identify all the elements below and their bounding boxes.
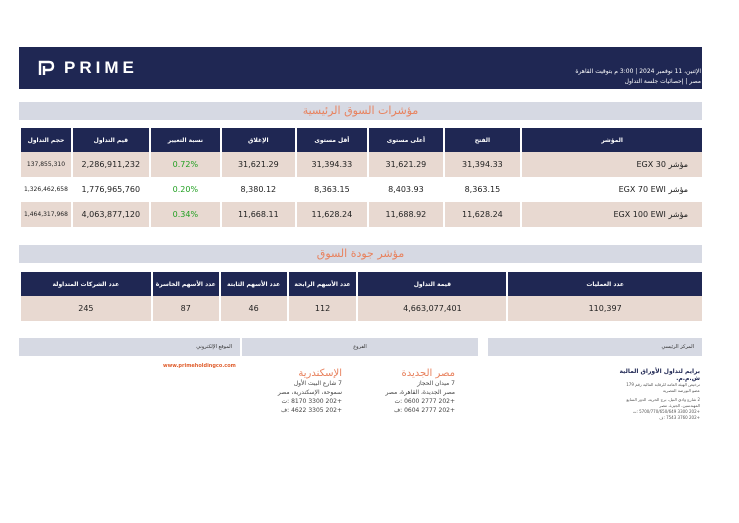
- index-row: [21, 202, 702, 227]
- cell-close: 11,668.11: [222, 202, 295, 227]
- hq-line: 2 شارع وادي النيل، برج الحرية، الدور السابع: [626, 397, 700, 402]
- cell-companies: 245: [21, 296, 151, 321]
- index-row: [21, 177, 702, 202]
- hq-line: عضو البورصة المصرية: [662, 388, 700, 393]
- branch-heliopolis: [375, 368, 455, 415]
- branch-fax: +202 2777 0604 :ف: [393, 407, 455, 414]
- col-transactions: عدد العمليات: [508, 272, 702, 296]
- cell-open: 8,363.15: [464, 185, 501, 194]
- cell-high: 11,688.92: [369, 202, 443, 227]
- hq-fax: +202 3760 7543 :ف: [659, 415, 700, 420]
- quality-table: [19, 272, 704, 321]
- quality-header-row: [21, 272, 702, 296]
- branch-alexandria: [270, 368, 342, 415]
- cell-index-name: مؤشر EGX 70 EWI: [618, 185, 688, 194]
- col-open: الفتح: [445, 128, 520, 152]
- branch-address-line: 7 ميدان الحجاز: [417, 380, 455, 387]
- hq-address: [610, 368, 700, 421]
- indices-header-row: [21, 128, 702, 152]
- brand-name: PRIME: [64, 58, 138, 77]
- col-high: أعلى مستوى: [369, 128, 443, 152]
- branch-address-line: سموحة، الإسكندرية، مصر: [277, 389, 342, 396]
- cell-high: 8,403.93: [388, 185, 424, 194]
- col-gainers: عدد الأسهم الرابحة: [289, 272, 357, 296]
- quality-row: [21, 296, 702, 321]
- cell-close: 31,621.29: [222, 152, 295, 177]
- col-companies: عدد الشركات المتداولة: [21, 272, 151, 296]
- cell-low: 11,628.24: [297, 202, 368, 227]
- hq-phone: +202 3300 5700/770/650/649 :ت: [632, 409, 700, 414]
- branch-address-line: 7 شارع البيت الأول: [293, 380, 342, 387]
- cell-volume: 1,464,317,968: [21, 202, 71, 227]
- branch-city: الإسكندرية: [298, 368, 342, 379]
- website-label: الموقع الإلكتروني: [19, 338, 240, 356]
- col-unchanged: عدد الأسهم الثابتة: [221, 272, 287, 296]
- col-losers: عدد الأسهم الخاسرة: [153, 272, 219, 296]
- col-trade-value: قيمة التداول: [358, 272, 506, 296]
- hq-label: المركز الرئيسي: [488, 338, 702, 356]
- cell-open: 11,628.24: [445, 202, 520, 227]
- cell-change: 0.72%: [151, 152, 220, 177]
- col-low: أقل مستوى: [297, 128, 368, 152]
- indices-table: [19, 128, 704, 227]
- col-volume: حجم التداول: [21, 128, 71, 152]
- cell-index-name: مؤشر EGX 30: [522, 152, 702, 177]
- cell-close: 8,380.12: [240, 185, 277, 194]
- branch-phone: +202 2777 0600 :ت: [394, 398, 455, 405]
- branch-address-line: مصر الجديدة، القاهرة، مصر: [385, 389, 455, 396]
- cell-value: 2,286,911,232: [73, 152, 149, 177]
- quality-section-title: مؤشر جودة السوق: [19, 245, 702, 263]
- report-date: الإثنين، 11 نوفمبر 2024 | 3:00 م بتوقيت القاهرة: [575, 68, 701, 75]
- col-value: قيم التداول: [73, 128, 149, 152]
- website-link[interactable]: www.primeholdingco.com: [163, 363, 236, 369]
- cell-value: 4,063,877,120: [73, 202, 149, 227]
- cell-high: 31,621.29: [369, 152, 443, 177]
- cell-volume: 137,855,310: [21, 152, 71, 177]
- index-row: [21, 152, 702, 177]
- cell-open: 31,394.33: [445, 152, 520, 177]
- cell-low: 31,394.33: [297, 152, 368, 177]
- cell-volume: 1,326,462,658: [24, 186, 68, 193]
- branches-label: الفروع: [242, 338, 478, 356]
- cell-index-name: مؤشر EGX 100 EWI: [522, 202, 702, 227]
- cell-gainers: 112: [289, 296, 357, 321]
- hq-line: المهندسين، الجيزة، مصر: [659, 403, 700, 408]
- cell-unchanged: 46: [221, 296, 287, 321]
- branch-city: مصر الجديدة: [401, 368, 455, 379]
- prime-logo-icon: [38, 59, 56, 77]
- brand-logo: [38, 57, 138, 79]
- cell-transactions: 110,397: [508, 296, 702, 321]
- branch-phone: +202 3300 8170 :ت: [281, 398, 342, 405]
- cell-change: 0.20%: [172, 185, 199, 194]
- col-close: الإغلاق: [222, 128, 295, 152]
- cell-trade-value: 4,663,077,401: [358, 296, 506, 321]
- hq-line: ترخيص الهيئة العامة للرقابة المالية رقم 179: [626, 382, 700, 387]
- branch-fax: +202 3305 4622 :ف: [280, 407, 342, 414]
- cell-value: 1,776,965,760: [81, 185, 141, 194]
- cell-change: 0.34%: [151, 202, 220, 227]
- cell-losers: 87: [153, 296, 219, 321]
- col-change: نسبة التغيير: [151, 128, 220, 152]
- report-subtitle: مصر | إحصائيات جلسة التداول: [624, 78, 701, 85]
- hq-company-name: برايم لتداول الأوراق المالية ش.م.م.: [619, 368, 700, 382]
- cell-low: 8,363.15: [314, 185, 350, 194]
- indices-section-title: مؤشرات السوق الرئيسية: [19, 102, 702, 120]
- col-index: المؤشر: [522, 128, 702, 152]
